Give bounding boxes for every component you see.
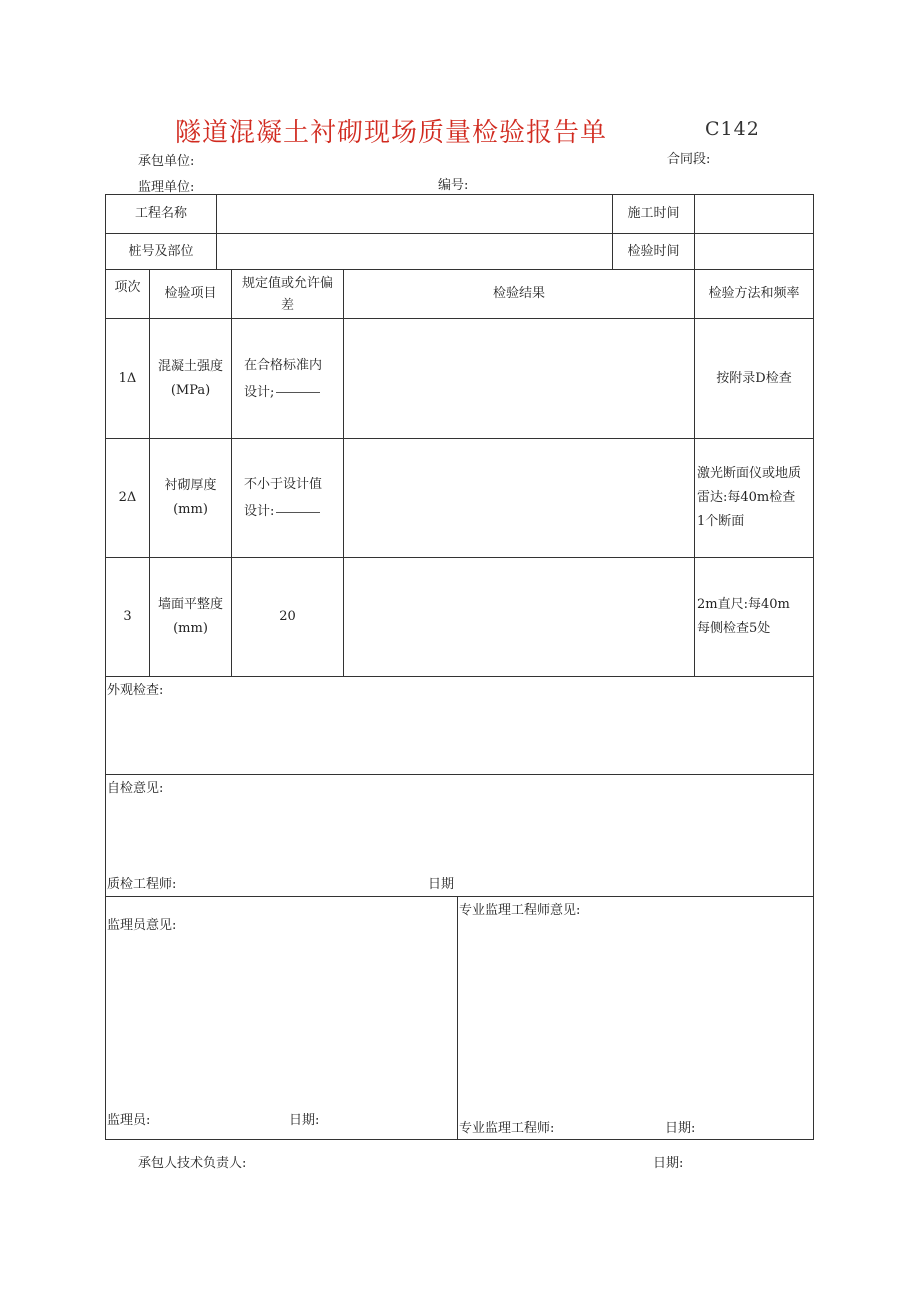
project-name-field[interactable] <box>217 195 612 233</box>
row2-item <box>150 439 231 557</box>
inspector-date-label: 日期: <box>289 1113 320 1128</box>
col-spec <box>232 273 343 317</box>
row3-no: 3 <box>123 609 132 624</box>
row3-method-line2: 每侧检查5处 <box>697 621 771 636</box>
row2-spec <box>232 439 343 557</box>
project-name-label: 工程名称 <box>134 206 187 221</box>
contractor-label: 承包单位: <box>138 154 195 169</box>
inspection-time-field[interactable] <box>695 234 813 269</box>
row2-no: 2Δ <box>118 490 137 505</box>
col-spec-line2: 差 <box>280 298 294 313</box>
row2-method <box>695 439 813 557</box>
row3-item-unit: (mm) <box>173 621 208 636</box>
footer-date-label: 日期: <box>653 1156 684 1171</box>
engineer-date-label: 日期: <box>665 1121 696 1136</box>
number-label: 编号: <box>438 178 469 193</box>
row3-spec: 20 <box>279 609 296 624</box>
row1-item <box>150 319 231 438</box>
row3-item-name: 墙面平整度 <box>157 597 223 612</box>
self-check-field[interactable] <box>106 795 813 865</box>
row3-item <box>150 558 231 676</box>
row2-item-unit: (mm) <box>173 502 208 517</box>
supervising-engineer-label: 专业监理工程师: <box>459 1121 555 1136</box>
construction-time-field[interactable] <box>695 195 813 233</box>
row3-method-line1: 2m直尺:每40m <box>697 597 790 612</box>
row1-item-unit: (MPa) <box>170 382 211 398</box>
contractor-tech-label: 承包人技术负责人: <box>138 1156 247 1171</box>
row1-method <box>695 319 813 438</box>
inspection-time-label: 检验时间 <box>627 243 680 259</box>
row1-spec-text: 在合格标准内 <box>244 357 323 373</box>
row2-result[interactable] <box>344 439 694 557</box>
inspector-opinion-field[interactable] <box>106 935 456 1095</box>
appearance-field[interactable] <box>106 695 813 773</box>
page-title: 隧道混凝土衬砌现场质量检验报告单 <box>175 118 608 148</box>
self-check-label: 自检意见: <box>107 781 164 796</box>
inspector-label: 监理员: <box>107 1113 151 1128</box>
col-spec-line1: 规定值或允许偏 <box>241 276 333 291</box>
row1-item-name: 混凝土强度 <box>157 358 223 374</box>
inspection-table <box>105 194 814 1140</box>
row1-no: 1Δ <box>118 370 137 386</box>
col-result: 检验结果 <box>492 286 545 301</box>
row2-method-line1: 激光断面仪或地质 <box>697 466 802 481</box>
row2-design-blank[interactable] <box>276 511 320 513</box>
row1-design-label: 设计; <box>244 384 275 400</box>
col-item: 检验项目 <box>164 286 217 301</box>
engineer-opinion-label: 专业监理工程师意见: <box>459 903 581 918</box>
form-code: C142 <box>705 118 760 140</box>
row1-result[interactable] <box>344 319 694 438</box>
supervisor-unit-label: 监理单位: <box>138 180 195 195</box>
row1-design-blank[interactable] <box>276 391 320 393</box>
row2-design-label: 设计: <box>244 504 275 519</box>
row2-method-line3: 1个断面 <box>697 514 745 529</box>
row1-spec <box>232 319 343 438</box>
row3-result[interactable] <box>344 558 694 676</box>
contract-section-label: 合同段: <box>667 152 711 167</box>
engineer-opinion-field[interactable] <box>458 920 813 1095</box>
qc-engineer-label: 质检工程师: <box>107 877 177 892</box>
row2-spec-text: 不小于设计值 <box>244 477 323 492</box>
station-field[interactable] <box>217 234 612 269</box>
row2-method-line2: 雷达:每40m检查 <box>697 490 796 505</box>
row3-method <box>695 558 813 676</box>
inspector-opinion-label: 监理员意见: <box>107 918 177 933</box>
construction-time-label: 施工时间 <box>627 206 680 221</box>
row1-method-line1: 按附录D检查 <box>716 370 792 386</box>
col-item-no: 项次 <box>114 280 141 295</box>
self-check-date-label: 日期 <box>428 877 455 892</box>
row2-item-name: 衬砌厚度 <box>164 478 217 493</box>
col-method: 检验方法和频率 <box>708 286 800 301</box>
station-label: 桩号及部位 <box>128 243 194 259</box>
appearance-label: 外观检查: <box>107 683 164 698</box>
